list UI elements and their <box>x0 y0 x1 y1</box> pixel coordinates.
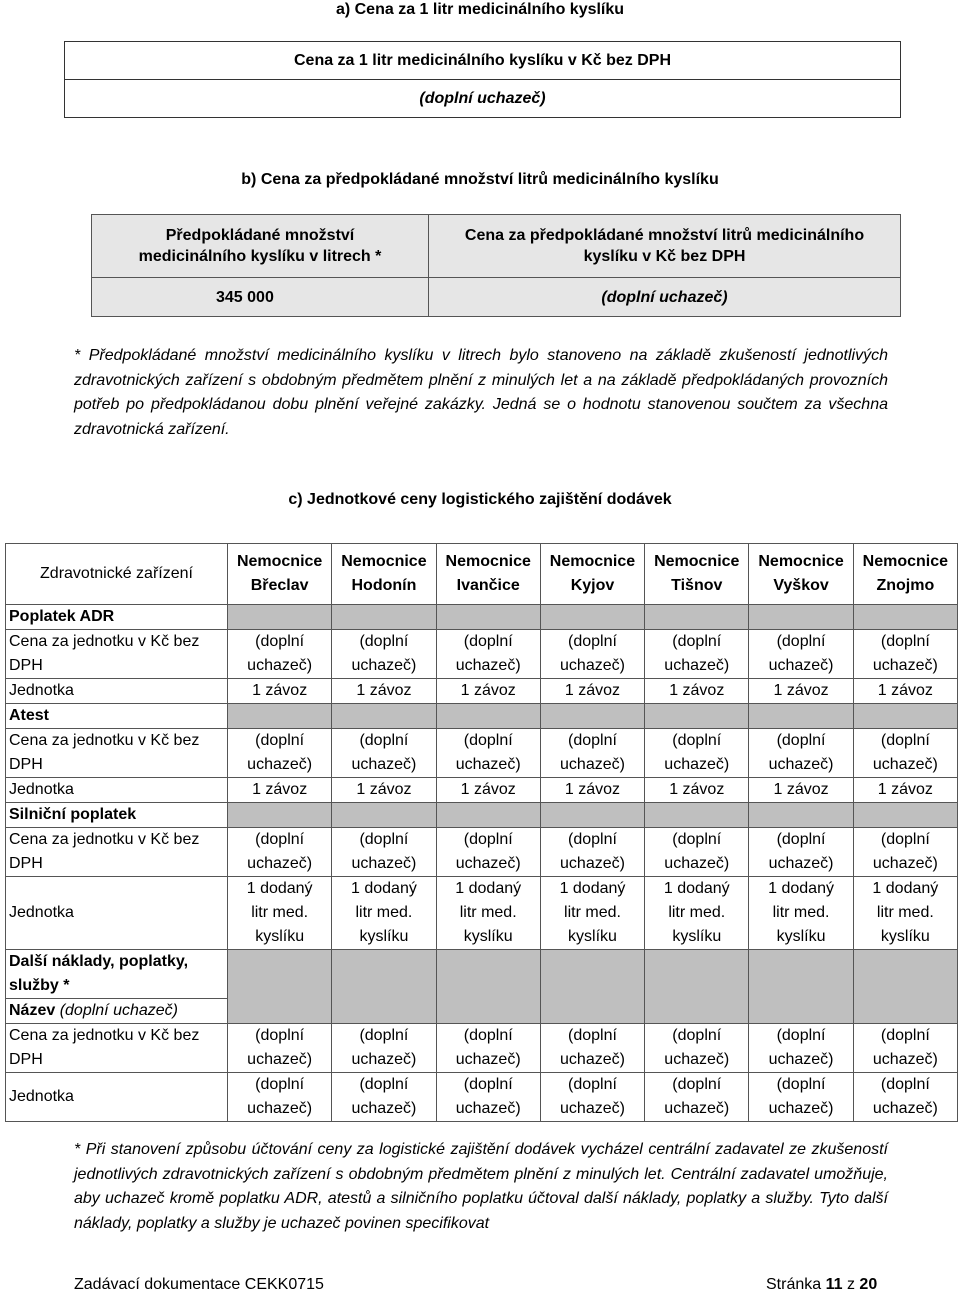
fill-line1: (doplní <box>672 1027 722 1044</box>
price-cell <box>436 828 540 877</box>
unit-cell <box>228 679 332 704</box>
fill-line2: uchazeč) <box>872 855 938 872</box>
fill-line2: uchazeč) <box>247 855 313 872</box>
fill-line1: (doplní <box>359 633 409 650</box>
unit-line1: 1 dodaný <box>559 880 626 897</box>
gray-cell <box>436 950 540 1024</box>
fill-line2: uchazeč) <box>247 1100 313 1117</box>
price-label-line1: Cena za jednotku v Kč bez <box>9 633 200 650</box>
price-row <box>6 828 958 877</box>
fill-line1: (doplní <box>359 1076 409 1093</box>
unit-line3: kyslíku <box>568 928 617 945</box>
gray-cell <box>645 605 749 630</box>
unit-line3: kyslíku <box>672 928 722 945</box>
unit-line1: 1 dodaný <box>246 880 313 897</box>
unit-value: 1 závoz <box>773 781 829 798</box>
fill-line2: uchazeč) <box>560 756 625 773</box>
name-label-fill: (doplní uchazeč) <box>59 1002 178 1019</box>
gray-cell <box>645 950 749 1024</box>
section-row <box>6 704 958 729</box>
hospital-header <box>853 544 957 605</box>
price-cell <box>853 729 957 778</box>
section-b-value: (doplní uchazeč) <box>429 278 901 317</box>
gray-cell <box>228 803 332 828</box>
section-c-table <box>5 543 958 1122</box>
fill-line2: uchazeč) <box>247 756 313 773</box>
hospital-name-line1: Nemocnice <box>862 553 949 570</box>
fill-line1: (doplní <box>880 732 930 749</box>
fill-line2: uchazeč) <box>351 1051 417 1068</box>
unit-cell <box>749 679 853 704</box>
unit-cell <box>853 877 957 950</box>
unit-cell <box>332 778 436 803</box>
fill-line2: uchazeč) <box>768 1051 834 1068</box>
hospital-name-line2: Ivančice <box>456 577 520 594</box>
section-a-table <box>64 41 901 118</box>
unit-value: 1 závoz <box>773 682 829 699</box>
price-label-line1: Cena za jednotku v Kč bez <box>9 831 200 848</box>
price-row <box>6 1024 958 1073</box>
section-a-table-value: (doplní uchazeč) <box>65 80 901 118</box>
footer-page-of: z <box>846 1276 855 1293</box>
unit-value: 1 závoz <box>252 682 308 699</box>
unit-label <box>6 877 228 950</box>
section-c-heading: c) Jednotkové ceny logistického zajištění dodávek <box>288 491 672 508</box>
price-cell <box>853 1024 957 1073</box>
fill-line2: uchazeč) <box>455 1051 521 1068</box>
hospital-name-line1: Nemocnice <box>758 553 844 570</box>
unit-row <box>6 679 958 704</box>
unit-cell <box>436 778 540 803</box>
fill-line1: (doplní <box>255 831 305 848</box>
gray-cell <box>332 704 436 729</box>
section-a-heading: a) Cena za 1 litr medicinálního kyslíku <box>335 1 625 18</box>
hospital-header <box>540 544 644 605</box>
price-label-line2: DPH <box>9 1051 43 1068</box>
facility-header <box>6 544 228 605</box>
section-row <box>6 803 958 828</box>
gray-cell <box>540 803 644 828</box>
gray-cell <box>228 605 332 630</box>
unit-cell <box>749 877 853 950</box>
section-row <box>6 950 958 999</box>
unit-cell <box>540 877 644 950</box>
gray-cell <box>749 803 853 828</box>
unit-line2: litr med. <box>876 904 934 921</box>
fill-line1: (doplní <box>672 1076 722 1093</box>
hospital-header <box>749 544 853 605</box>
fill-line1: (doplní <box>568 732 617 749</box>
fill-line2: uchazeč) <box>351 756 417 773</box>
fill-line1: (doplní <box>776 732 826 749</box>
fill-line1: (doplní <box>463 1027 513 1044</box>
unit-row <box>6 778 958 803</box>
unit-cell <box>332 1073 436 1122</box>
fill-line2: uchazeč) <box>872 756 938 773</box>
gray-cell <box>749 704 853 729</box>
unit-cell <box>540 679 644 704</box>
name-label-prefix: Název <box>9 1002 56 1019</box>
unit-line3: kyslíku <box>463 928 513 945</box>
section-row <box>6 605 958 630</box>
price-cell <box>645 630 749 679</box>
unit-cell <box>228 778 332 803</box>
footer-page-current: 11 <box>825 1276 843 1293</box>
fill-line1: (doplní <box>880 633 930 650</box>
fill-line2: uchazeč) <box>351 1100 417 1117</box>
price-label-line2: DPH <box>9 855 43 872</box>
fill-line2: uchazeč) <box>560 855 625 872</box>
fill-line2: uchazeč) <box>768 657 834 674</box>
fill-line2: uchazeč) <box>560 657 625 674</box>
silnicni-heading-label: Silniční poplatek <box>9 806 137 823</box>
price-cell <box>853 828 957 877</box>
col2-header-line1: Cena za předpokládané množství litrů medicinálního <box>464 227 865 244</box>
unit-cell <box>540 778 644 803</box>
price-cell <box>332 1024 436 1073</box>
fill-line1: (doplní <box>359 831 409 848</box>
price-cell <box>436 630 540 679</box>
price-cell <box>645 729 749 778</box>
unit-cell <box>332 679 436 704</box>
gray-cell <box>540 704 644 729</box>
hospital-header <box>332 544 436 605</box>
fill-line1: (doplní <box>568 831 617 848</box>
fill-line1: (doplní <box>463 831 513 848</box>
unit-line2: litr med. <box>251 904 309 921</box>
adr-heading-label: Poplatek ADR <box>9 608 115 625</box>
unit-value: 1 závoz <box>669 781 725 798</box>
unit-value: 1 závoz <box>669 682 725 699</box>
unit-line1: 1 dodaný <box>351 880 417 897</box>
hospital-name-line2: Tišnov <box>671 577 723 594</box>
adr-heading <box>6 605 228 630</box>
hospital-name-line2: Hodonín <box>351 577 417 594</box>
unit-label-text: Jednotka <box>9 904 74 921</box>
fill-line2: uchazeč) <box>664 855 730 872</box>
price-cell <box>332 828 436 877</box>
price-row <box>6 630 958 679</box>
fill-line1: (doplní <box>880 1027 930 1044</box>
price-cell <box>645 1024 749 1073</box>
unit-label <box>6 679 228 704</box>
hospital-name-line1: Nemocnice <box>445 553 531 570</box>
price-label-line1: Cena za jednotku v Kč bez <box>9 1027 200 1044</box>
unit-value: 1 závoz <box>877 781 933 798</box>
unit-cell <box>853 1073 957 1122</box>
gray-cell <box>228 704 332 729</box>
section-b-heading: b) Cena za předpokládané množství litrů medicinálního kyslíku <box>241 171 719 188</box>
price-cell <box>436 1024 540 1073</box>
price-cell <box>540 630 644 679</box>
unit-cell <box>228 877 332 950</box>
unit-label-text: Jednotka <box>9 682 74 699</box>
gray-cell <box>645 803 749 828</box>
fill-line1: (doplní <box>359 1027 409 1044</box>
col1-header-line2: medicinálního kyslíku v litrech * <box>138 248 382 265</box>
fill-line2: uchazeč) <box>872 1100 938 1117</box>
gray-cell <box>228 950 332 1024</box>
unit-cell <box>645 877 749 950</box>
hospital-name-line2: Kyjov <box>570 577 615 594</box>
unit-line2: litr med. <box>564 904 621 921</box>
footer-left: Zadávací dokumentace CEKK0715 <box>74 1276 324 1293</box>
price-cell <box>228 630 332 679</box>
gray-cell <box>436 704 540 729</box>
hospital-name-line2: Břeclav <box>250 577 309 594</box>
gray-cell <box>645 704 749 729</box>
unit-cell <box>436 877 540 950</box>
fill-line2: uchazeč) <box>872 657 938 674</box>
hospital-name-line1: Nemocnice <box>341 553 427 570</box>
hospital-name-line1: Nemocnice <box>654 553 740 570</box>
fill-line2: uchazeč) <box>351 657 417 674</box>
unit-cell <box>332 877 436 950</box>
fill-line1: (doplní <box>359 732 409 749</box>
price-cell <box>749 729 853 778</box>
unit-cell <box>853 778 957 803</box>
price-cell <box>645 828 749 877</box>
fill-line1: (doplní <box>568 1076 617 1093</box>
unit-label <box>6 778 228 803</box>
fill-line1: (doplní <box>463 1076 513 1093</box>
section-a-table-header: Cena za 1 litr medicinálního kyslíku v Kč bez DPH <box>65 42 901 80</box>
fill-line1: (doplní <box>568 633 617 650</box>
unit-value: 1 závoz <box>564 682 621 699</box>
price-cell <box>540 828 644 877</box>
fill-line1: (doplní <box>255 633 305 650</box>
unit-cell <box>853 679 957 704</box>
dalsi-heading-label: Další náklady, poplatky, služby * <box>9 953 189 994</box>
fill-line1: (doplní <box>776 831 826 848</box>
gray-cell <box>853 704 957 729</box>
price-cell <box>228 1024 332 1073</box>
gray-cell <box>749 605 853 630</box>
fill-line2: uchazeč) <box>560 1051 625 1068</box>
unit-cell <box>645 679 749 704</box>
unit-value: 1 závoz <box>356 682 412 699</box>
unit-line1: 1 dodaný <box>455 880 522 897</box>
hospital-name-line1: Nemocnice <box>236 553 323 570</box>
col2-header-line2: kyslíku v Kč bez DPH <box>583 248 746 265</box>
price-label-line2: DPH <box>9 657 43 674</box>
fill-line2: uchazeč) <box>768 1100 834 1117</box>
unit-row <box>6 1073 958 1122</box>
unit-label <box>6 1073 228 1122</box>
unit-line2: litr med. <box>772 904 830 921</box>
hospital-name-line2: Vyškov <box>773 577 829 594</box>
gray-cell <box>853 803 957 828</box>
price-label <box>6 1024 228 1073</box>
unit-value: 1 závoz <box>460 781 516 798</box>
unit-line2: litr med. <box>459 904 517 921</box>
unit-line3: kyslíku <box>359 928 409 945</box>
hospital-header <box>436 544 540 605</box>
fill-line2: uchazeč) <box>455 756 521 773</box>
section-b-table <box>91 214 901 317</box>
unit-line3: kyslíku <box>776 928 826 945</box>
price-cell <box>749 630 853 679</box>
unit-line1: 1 dodaný <box>872 880 939 897</box>
gray-cell <box>332 950 436 1024</box>
gray-cell <box>332 605 436 630</box>
fill-line1: (doplní <box>776 1027 826 1044</box>
unit-label-text: Jednotka <box>9 1088 74 1105</box>
gray-cell <box>436 803 540 828</box>
fill-line1: (doplní <box>880 1076 930 1093</box>
col1-header-line1: Předpokládané množství <box>165 227 355 244</box>
price-label-line1: Cena za jednotku v Kč bez <box>9 732 200 749</box>
hospital-header <box>645 544 749 605</box>
atest-heading-label: Atest <box>9 707 50 724</box>
unit-cell <box>228 1073 332 1122</box>
unit-line1: 1 dodaný <box>663 880 730 897</box>
price-cell <box>853 630 957 679</box>
dalsi-heading <box>6 950 228 999</box>
gray-cell <box>332 803 436 828</box>
fill-line1: (doplní <box>255 1076 305 1093</box>
fill-line1: (doplní <box>463 633 513 650</box>
price-label <box>6 828 228 877</box>
section-c-note: * Při stanovení způsobu účtování ceny za logistické zajištění dodávek vycházel centrální zadavatel ze zkušeností jednotlivých zdravotnických zařízení s obdobným předmětem plnění z minulých let. Centrální zadavatel umožňuje, aby uchazeč kromě poplatku ADR, atestů a silničního poplatku účtoval další náklady, poplatky a služby. Tyto další náklady, poplatky a služby je uchazeč povinen specifikovat <box>74 1141 888 1232</box>
unit-line3: kyslíku <box>255 928 305 945</box>
gray-cell <box>749 950 853 1024</box>
fill-line1: (doplní <box>463 732 513 749</box>
facility-header-label: Zdravotnické zařízení <box>40 565 193 582</box>
fill-line1: (doplní <box>568 1027 617 1044</box>
fill-line2: uchazeč) <box>247 657 313 674</box>
unit-line3: kyslíku <box>880 928 930 945</box>
gray-cell <box>540 950 644 1024</box>
unit-line2: litr med. <box>355 904 413 921</box>
price-row <box>6 729 958 778</box>
gray-cell <box>853 605 957 630</box>
section-b-quantity: 345 000 <box>92 278 429 317</box>
name-label <box>6 999 228 1024</box>
gray-cell <box>540 605 644 630</box>
gray-cell <box>436 605 540 630</box>
fill-line2: uchazeč) <box>351 855 417 872</box>
table-header-row <box>6 544 958 605</box>
unit-cell <box>436 679 540 704</box>
price-cell <box>332 630 436 679</box>
unit-value: 1 závoz <box>564 781 621 798</box>
fill-line2: uchazeč) <box>872 1051 938 1068</box>
fill-line2: uchazeč) <box>768 855 834 872</box>
atest-heading <box>6 704 228 729</box>
hospital-name-line2: Znojmo <box>876 577 935 594</box>
fill-line1: (doplní <box>672 633 722 650</box>
unit-cell <box>645 1073 749 1122</box>
section-b-note: * Předpokládané množství medicinálního kyslíku v litrech bylo stanoveno na základě zkušeností jednotlivých zdravotnických zařízení s obdobným předmětem plnění z minulých let a na základě předpokládaných provozních potřeb po předpokládanou dobu plnění veřejné zakázky. Jedná se o hodnotu stanovenou součtem za všechna zdravotnická zařízení. <box>74 347 888 438</box>
section-b-col2-header <box>429 215 901 278</box>
price-label <box>6 630 228 679</box>
fill-line1: (doplní <box>880 831 930 848</box>
footer-page-total: 20 <box>859 1276 878 1293</box>
hospital-header <box>228 544 332 605</box>
price-cell <box>540 729 644 778</box>
unit-value: 1 závoz <box>356 781 412 798</box>
price-cell <box>749 828 853 877</box>
unit-cell <box>645 778 749 803</box>
unit-value: 1 závoz <box>460 682 516 699</box>
price-cell <box>540 1024 644 1073</box>
fill-line1: (doplní <box>776 633 826 650</box>
footer-right <box>766 1275 877 1295</box>
unit-label-text: Jednotka <box>9 781 74 798</box>
fill-line2: uchazeč) <box>455 657 521 674</box>
gray-cell <box>853 950 957 1024</box>
fill-line2: uchazeč) <box>664 756 730 773</box>
unit-cell <box>749 1073 853 1122</box>
fill-line1: (doplní <box>255 732 305 749</box>
unit-value: 1 závoz <box>877 682 933 699</box>
unit-line2: litr med. <box>668 904 726 921</box>
footer-page-label: Stránka <box>766 1276 822 1293</box>
unit-cell <box>749 778 853 803</box>
price-cell <box>228 828 332 877</box>
price-cell <box>228 729 332 778</box>
price-cell <box>332 729 436 778</box>
fill-line2: uchazeč) <box>560 1100 625 1117</box>
fill-line2: uchazeč) <box>664 1051 730 1068</box>
price-label <box>6 729 228 778</box>
price-cell <box>749 1024 853 1073</box>
unit-value: 1 závoz <box>252 781 308 798</box>
unit-line1: 1 dodaný <box>768 880 834 897</box>
unit-cell <box>540 1073 644 1122</box>
fill-line1: (doplní <box>672 831 722 848</box>
fill-line1: (doplní <box>776 1076 826 1093</box>
fill-line2: uchazeč) <box>455 1100 521 1117</box>
fill-line2: uchazeč) <box>768 756 834 773</box>
fill-line2: uchazeč) <box>455 855 521 872</box>
unit-row <box>6 877 958 950</box>
silnicni-heading <box>6 803 228 828</box>
section-b-col1-header <box>92 215 429 278</box>
unit-cell <box>436 1073 540 1122</box>
price-cell <box>436 729 540 778</box>
fill-line1: (doplní <box>255 1027 305 1044</box>
fill-line2: uchazeč) <box>664 1100 730 1117</box>
price-label-line2: DPH <box>9 756 43 773</box>
fill-line2: uchazeč) <box>664 657 730 674</box>
hospital-name-line1: Nemocnice <box>549 553 636 570</box>
fill-line2: uchazeč) <box>247 1051 313 1068</box>
fill-line1: (doplní <box>672 732 722 749</box>
